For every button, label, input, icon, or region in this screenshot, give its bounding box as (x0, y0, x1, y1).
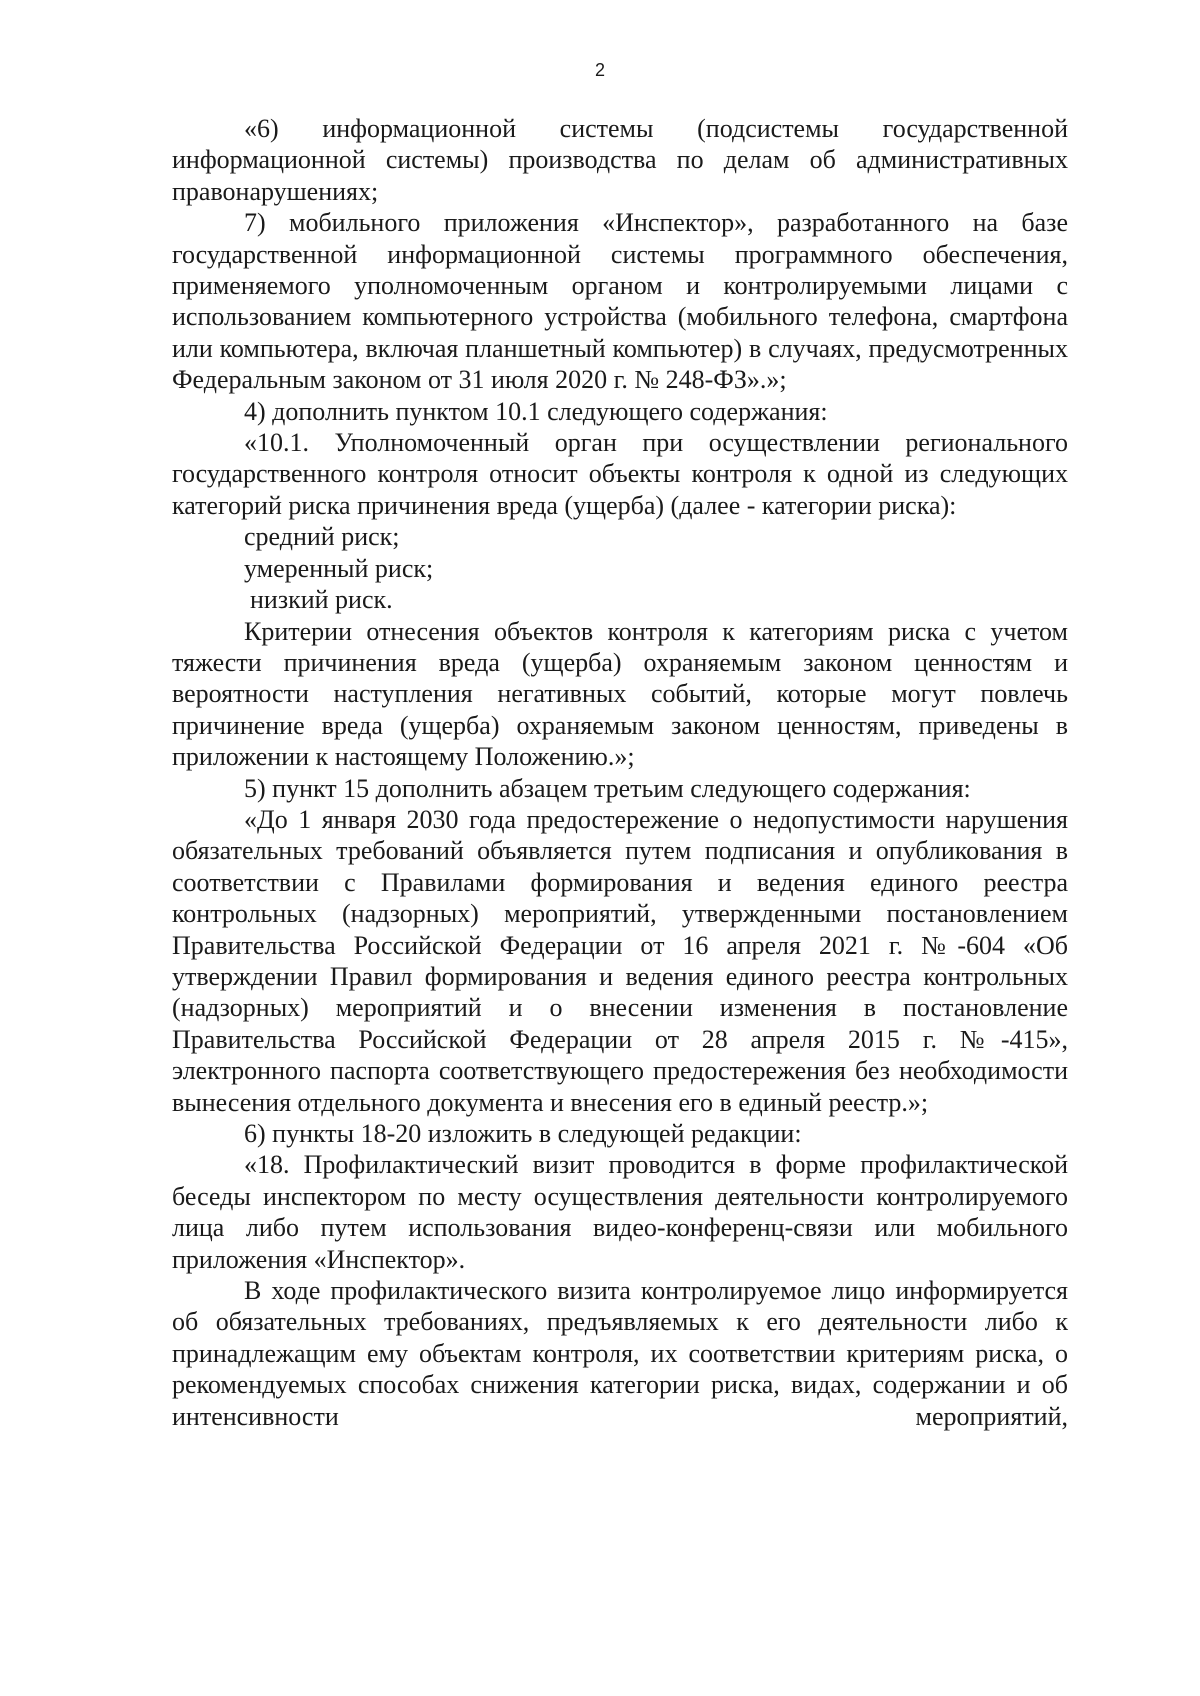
paragraph-item-7: 7) мобильного приложения «Инспектор», разработанного на базе государственной информационной системы программного обеспечения, применяемого уполномоченным органом и контролируемыми лицами с использованием компьютерного устройства (мобильного телефона, смартфона или компьютера, включая планшетный компьютер) в случаях, предусмотренных Федеральным законом от 31 июля 2020 г. № 248-ФЗ».»; (172, 208, 1068, 395)
paragraph-warning-2030: «До 1 января 2030 года предостережение о недопустимости нарушения обязательных требований объявляется путем подписания и опубликования в соответствии с Правилами формирования и ведения единого реестра контрольных (надзорных) мероприятий, утвержденными постановлением Правительства Российской Федерации от 16 апреля 2021 г. №-604 «Об утверждении Правил формирования и ведения единого реестра контрольных (надзорных) мероприятий и о внесении изменения в постановление Правительства Российской Федерации от 28 апреля 2015 г. №-415», электронного паспорта соответствующего предостережения без необходимости вынесения отдельного документа и внесения его в единый реестр.»; (172, 804, 1068, 1117)
paragraph-item-6: «6) информационной системы (подсистемы государственной информационной системы) производства по делам об административных правонарушениях; (172, 114, 1068, 206)
risk-category-moderate: умеренный риск; (244, 553, 434, 583)
paragraph-clause-10-1: «10.1. Уполномоченный орган при осуществлении регионального государственного контроля относит объекты контроля к одной из следующих категорий риска причинения вреда (ущерба) (далее - категории риска): (172, 428, 1068, 520)
risk-category-medium: средний риск; (244, 522, 400, 552)
risk-category-low: низкий риск. (250, 585, 393, 615)
paragraph-amendment-5: 5) пункт 15 дополнить абзацем третьим следующего содержания: (244, 773, 971, 803)
paragraph-amendment-4: 4) дополнить пунктом 10.1 следующего содержания: (244, 396, 828, 426)
paragraph-visit-details: В ходе профилактического визита контролируемое лицо информируется об обязательных требованиях, предъявляемых к его деятельности либо к принадлежащим ему объектам контроля, их соответствии критериям риска, о рекомендуемых способах снижения категории риска, видах, содержании и об интенсивности мероприятий, (172, 1276, 1068, 1431)
document-body (172, 113, 1068, 1432)
paragraph-amendment-6: 6) пункты 18-20 изложить в следующей редакции: (244, 1119, 802, 1148)
page-number: 2 (594, 60, 605, 80)
paragraph-risk-criteria: Критерии отнесения объектов контроля к категориям риска с учетом тяжести причинения вреда (ущерба) охраняемым законом ценностям и вероятности наступления негативных событий, которые могут повлечь причинение вреда (ущерба) охраняемым законом ценностям, приведены в приложении к настоящему Положению.»; (172, 616, 1068, 772)
paragraph-clause-18: «18. Профилактический визит проводится в форме профилактической беседы инспектором по месту осуществления деятельности контролируемого лица либо путем использования видео-конференц-связи или мобильного приложения «Инспектор». (172, 1150, 1068, 1274)
